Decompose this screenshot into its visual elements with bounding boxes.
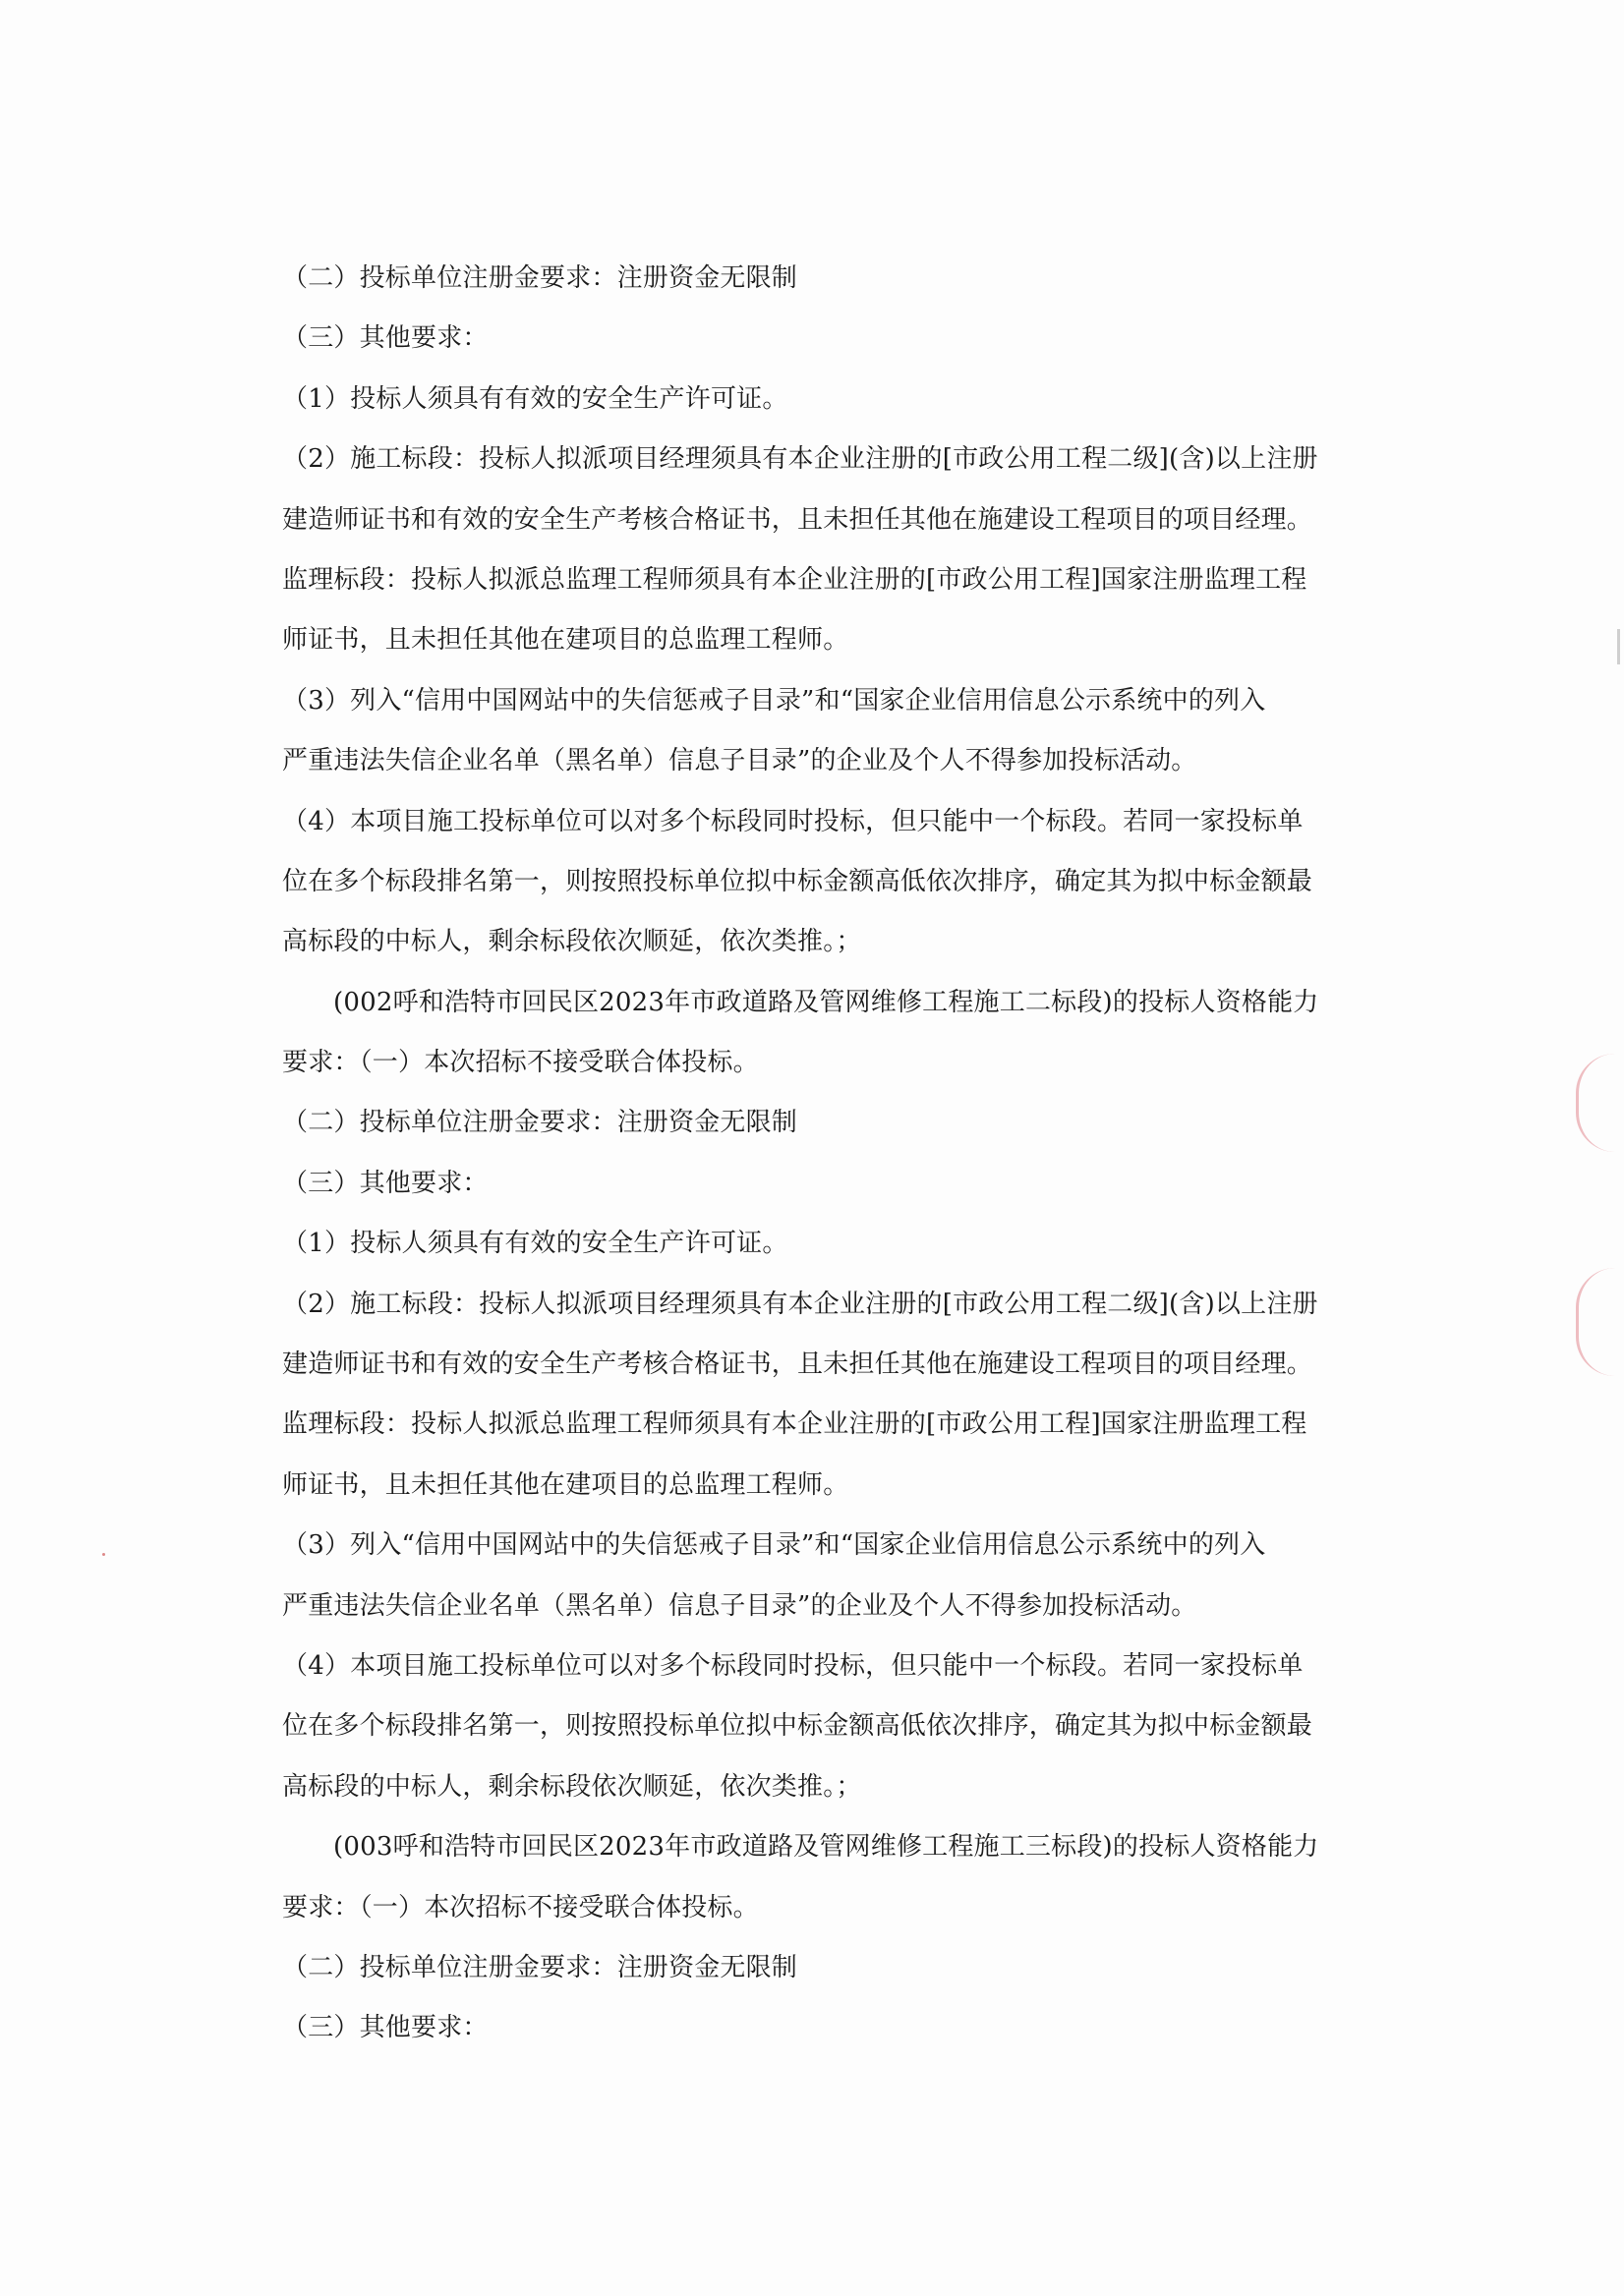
text-line: （2）施工标段：投标人拟派项目经理须具有本企业注册的[市政公用工程二级](含)以上注册 xyxy=(282,1289,1318,1319)
text-line: 严重违法失信企业名单（黑名单）信息子目录”的企业及个人不得参加投标活动。 xyxy=(282,1590,1197,1621)
text-line: 建造师证书和有效的安全生产考核合格证书，且未担任其他在施建设工程项目的项目经理。 xyxy=(282,504,1313,535)
section-heading-002: (002呼和浩特市回民区2023年市政道路及管网维修工程施工二标段)的投标人资格能力 xyxy=(333,987,1319,1017)
seal-fragment-icon xyxy=(1576,1268,1624,1376)
text-line: 监理标段：投标人拟派总监理工程师须具有本企业注册的[市政公用工程]国家注册监理工程 xyxy=(282,564,1307,595)
text-line: （2）施工标段：投标人拟派项目经理须具有本企业注册的[市政公用工程二级](含)以上注册 xyxy=(282,444,1318,475)
text-line: 高标段的中标人，剩余标段依次顺延，依次类推。； xyxy=(282,927,862,957)
text-line: 要求：（一）本次招标不接受联合体投标。 xyxy=(282,1048,759,1078)
text-line: 监理标段：投标人拟派总监理工程师须具有本企业注册的[市政公用工程]国家注册监理工程 xyxy=(282,1409,1307,1440)
text-line: （3）列入“信用中国网站中的失信惩戒子目录”和“国家企业信用信息公示系统中的列入 xyxy=(282,685,1266,716)
text-line: 师证书，且未担任其他在建项目的总监理工程师。 xyxy=(282,1469,849,1500)
text-line: （3）列入“信用中国网站中的失信惩戒子目录”和“国家企业信用信息公示系统中的列入 xyxy=(282,1530,1266,1561)
text-line: （三）其他要求： xyxy=(282,1168,489,1198)
text-line: （二）投标单位注册金要求：注册资金无限制 xyxy=(282,263,798,293)
text-line: （二）投标单位注册金要求：注册资金无限制 xyxy=(282,1952,798,1982)
text-line: 严重违法失信企业名单（黑名单）信息子目录”的企业及个人不得参加投标活动。 xyxy=(282,746,1197,776)
scan-artifact xyxy=(102,1553,105,1556)
text-line: （三）其他要求： xyxy=(282,323,489,354)
document-body xyxy=(282,249,1357,2059)
text-line: 建造师证书和有效的安全生产考核合格证书，且未担任其他在施建设工程项目的项目经理。 xyxy=(282,1349,1313,1380)
text-line: （1）投标人须具有有效的安全生产许可证。 xyxy=(282,1229,788,1259)
scan-artifact xyxy=(1617,629,1620,664)
seal-fragment-icon xyxy=(1576,1054,1624,1152)
text-line: 师证书，且未担任其他在建项目的总监理工程师。 xyxy=(282,625,849,656)
text-line: 要求：（一）本次招标不接受联合体投标。 xyxy=(282,1892,759,1923)
text-line: 位在多个标段排名第一，则按照投标单位拟中标金额高低依次排序，确定其为拟中标金额最 xyxy=(282,866,1313,896)
text-line: 位在多个标段排名第一，则按照投标单位拟中标金额高低依次排序，确定其为拟中标金额最 xyxy=(282,1711,1313,1742)
text-line: 高标段的中标人，剩余标段依次顺延，依次类推。； xyxy=(282,1771,862,1802)
text-line: （4）本项目施工投标单位可以对多个标段同时投标，但只能中一个标段。若同一家投标单 xyxy=(282,1650,1304,1681)
text-line: （1）投标人须具有有效的安全生产许可证。 xyxy=(282,383,788,414)
text-line: （二）投标单位注册金要求：注册资金无限制 xyxy=(282,1108,798,1138)
section-heading-003: (003呼和浩特市回民区2023年市政道路及管网维修工程施工三标段)的投标人资格能力 xyxy=(333,1832,1319,1863)
text-line: （4）本项目施工投标单位可以对多个标段同时投标，但只能中一个标段。若同一家投标单 xyxy=(282,806,1304,836)
text-line: （三）其他要求： xyxy=(282,2013,489,2043)
